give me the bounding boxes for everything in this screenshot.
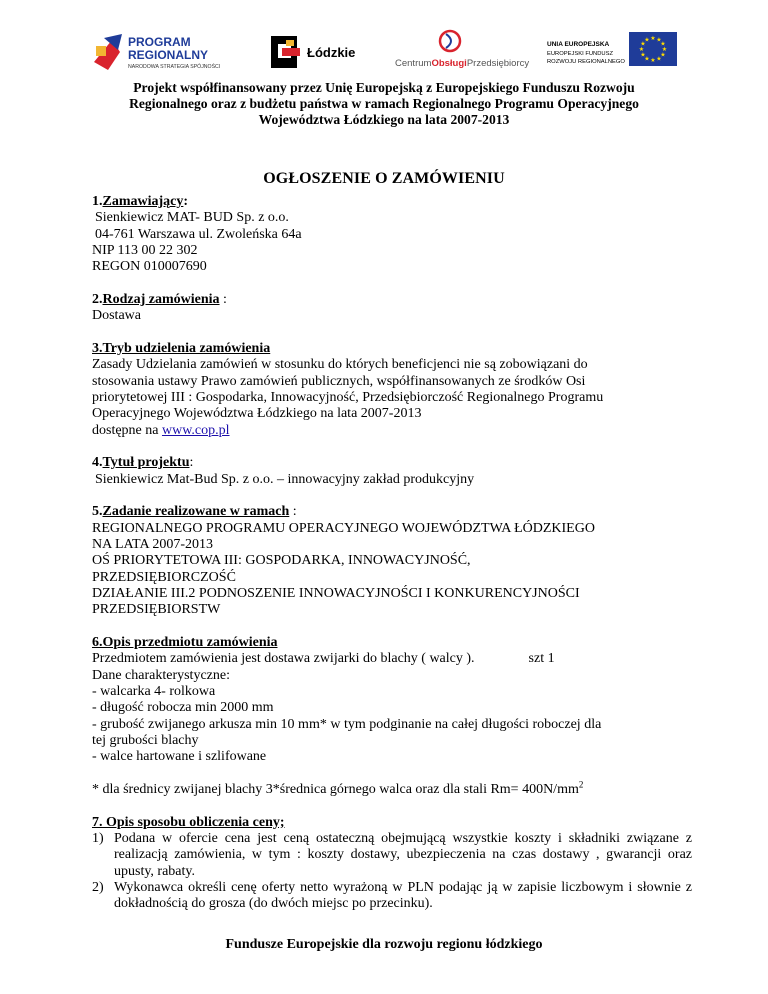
authority-address: 04-761 Warszawa ul. Zwoleńska 64a (95, 226, 302, 242)
spec-line: tej grubości blachy (92, 732, 199, 748)
page-title: OGŁOSZENIE O ZAMÓWIENIU (263, 170, 505, 187)
framework-line: NA LATA 2007-2013 (92, 537, 213, 553)
footnote: * dla średnicy zwijanej blachy 3*średnica górnego walca oraz dla stali $Rm= 400N/mm^2$ (92, 779, 584, 797)
logo-bar (92, 28, 682, 78)
lodzkie-logo (269, 32, 365, 72)
spec-line: - długość robocza min 2000 mm (92, 700, 274, 716)
section-heading: 5.Zadanie realizowane w ramach : (92, 504, 297, 520)
svg-text:★: ★ (650, 57, 656, 64)
section-order-type (92, 292, 692, 325)
svg-text:★: ★ (640, 51, 646, 59)
svg-text:ROZWOJU REGIONALNEGO: ROZWOJU REGIONALNEGO (547, 59, 625, 65)
framework-line: PRZEDSIĘBIORCZOŚĆ (92, 569, 236, 585)
funding-line: Projekt współfinansowany przez Unię Europejską z Europejskiego Funduszu Rozwoju (133, 80, 635, 95)
authority-name: Sienkiewicz MAT- BUD Sp. z o.o. (95, 210, 289, 226)
document-body (92, 194, 692, 929)
svg-text:REGIONALNY: REGIONALNY (128, 48, 209, 62)
framework-line: OŚ PRIORYTETOWA III: GOSPODARKA, INNOWACYJNOŚĆ, (92, 553, 471, 569)
section-contracting-authority (92, 194, 692, 275)
framework-line: PRZEDSIĘBIORSTW (92, 602, 221, 618)
centrum-obslugi-przedsiebiorcy-logo (392, 28, 530, 76)
eu-logo (547, 30, 682, 70)
svg-text:★: ★ (644, 55, 650, 63)
svg-text:★: ★ (660, 51, 666, 59)
svg-text:★: ★ (650, 35, 656, 42)
svg-text:CentrumObsługiPrzedsiębiorcy: CentrumObsługiPrzedsiębiorcy (395, 58, 530, 69)
procedure-text: Operacyjnego Województwa Łódzkiego na lata 2007-2013 (92, 406, 422, 422)
procedure-text: Zasady Udzielania zamówień w stosunku do których beneficjenci nie są zobowiązani do (92, 357, 588, 373)
spec-line: - grubość zwijanego arkusza min 10 mm* w tym podginanie na całej długości roboczej dla (92, 716, 602, 732)
section-project-title (92, 455, 692, 488)
svg-text:PROGRAM: PROGRAM (128, 35, 191, 49)
svg-text:Łódzkie: Łódzkie (307, 45, 356, 60)
svg-text:UNIA EUROPEJSKA: UNIA EUROPEJSKA (547, 41, 610, 48)
spec-line: - walce hartowane i szlifowane (92, 749, 267, 765)
authority-nip: NIP 113 00 22 302 (92, 242, 198, 258)
section-heading: 4.Tytuł projektu: (92, 455, 194, 471)
framework-line: REGIONALNEGO PROGRAMU OPERACYJNEGO WOJEWÓDZTWA ŁÓDZKIEGO (92, 520, 595, 536)
page-footer: Fundusze Europejskie dla rozwoju regionu łódzkiego (225, 937, 543, 952)
section-heading: 3.Tryb udzielenia zamówienia (92, 341, 271, 357)
procedure-text: stosowania ustawy Prawo zamówień publicznych, współfinansowanych ze środków Osi (92, 373, 586, 389)
svg-text:★: ★ (640, 40, 646, 48)
funding-note (70, 80, 698, 128)
section-heading: 2.Rodzaj zamówienia : (92, 291, 227, 307)
order-quantity: szt 1 (528, 651, 555, 667)
cop-link[interactable]: www.cop.pl (161, 422, 230, 438)
section-heading: 7. Opis sposobu obliczenia ceny; (92, 814, 285, 830)
svg-text:★: ★ (638, 46, 645, 53)
section-price-calculation (92, 815, 692, 913)
funding-line: Województwa Łódzkiego na lata 2007-2013 (258, 112, 510, 127)
framework-line: DZIAŁANIE III.2 PODNOSZENIE INNOWACYJNOŚCI I KONKURENCYJNOŚCI (92, 585, 580, 601)
section-procedure (92, 341, 692, 439)
svg-text:★: ★ (656, 36, 662, 44)
svg-text:★: ★ (644, 36, 650, 44)
section-heading: 6.Opis przedmiotu zamówienia (92, 635, 278, 651)
order-subject-row (92, 651, 692, 667)
program-regionalny-logo (92, 32, 242, 74)
project-title-value: Sienkiewicz Mat-Bud Sp. z o.o. – innowacyjny zakład produkcyjny (95, 471, 475, 487)
svg-text:★: ★ (660, 40, 666, 48)
list-item: 1) Podana w ofercie cena jest ceną ostateczną obejmującą wszystkie koszty i składniki związane z realizacją zamówienia, w tym : koszty dostawy, ubezpieczenia na czas dostawy , gwarancji oraz upusty, rabaty. (92, 831, 692, 879)
order-subject: Przedmiotem zamówienia jest dostawa zwijarki do blachy ( walcy ). (92, 651, 475, 667)
section-task-framework (92, 504, 692, 618)
order-type-value: Dostawa (92, 308, 141, 324)
procedure-text: priorytetowej III : Gospodarka, Innowacyjność, Przedsiębiorczość Regionalnego Programu (92, 389, 604, 405)
svg-text:EUROPEJSKI FUNDUSZ: EUROPEJSKI FUNDUSZ (547, 51, 614, 57)
svg-text:NARODOWA STRATEGIA SPÓJNOŚCI: NARODOWA STRATEGIA SPÓJNOŚCI (128, 64, 221, 70)
section-heading: 1.Zamawiający: (92, 194, 189, 209)
list-item: 2) Wykonawca określi cenę oferty netto wyrażoną w PLN podając ją w zapisie liczbowym i słownie z dokładnością do grosza (do dwóch miejsc po przecinku). (92, 879, 692, 912)
authority-regon: REGON 010007690 (92, 259, 207, 275)
procedure-link-line: dostępne na www.cop.pl (92, 422, 230, 438)
section-order-description (92, 635, 692, 798)
svg-text:★: ★ (661, 46, 668, 53)
funding-line: Regionalnego oraz z budżetu państwa w ramach Regionalnego Programu Operacyjnego (129, 96, 639, 111)
svg-text:★: ★ (656, 55, 662, 63)
spec-line: - walcarka 4- rolkowa (92, 683, 216, 699)
spec-line: Dane charakterystyczne: (92, 667, 230, 683)
